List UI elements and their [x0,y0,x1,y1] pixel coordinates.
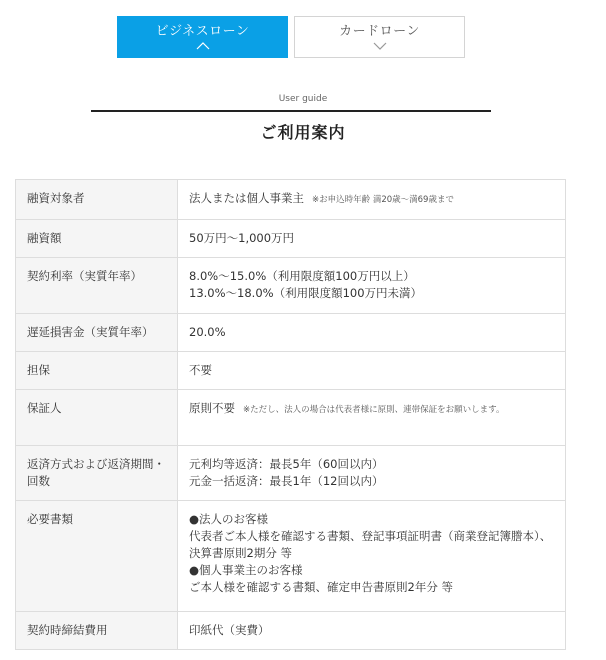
row-value [178,258,566,314]
chevron-down-icon [373,42,387,50]
row-label: 保証人 [16,390,178,446]
tab-business-loan[interactable] [117,16,288,58]
target-value: 法人または個人事業主 [189,191,304,205]
section-divider [91,110,491,112]
row-label: 融資対象者 [16,180,178,220]
docs-corp-heading: ●法人のお客様 [189,512,269,526]
table-row [16,180,566,220]
table-row [16,352,566,390]
usage-info-table [15,179,566,650]
docs-corp-body: 代表者ご本人様を確認する書類、登記事項証明書（商業登記簿謄本）、決算書原則2期分 等 [189,529,552,560]
table-row [16,220,566,258]
section-title: ご利用案内 [260,123,346,142]
docs-individual-body: ご本人様を確認する書類、確定申告書原則2年分 等 [189,580,453,594]
loan-type-tabs [117,16,465,58]
table-row [16,446,566,501]
rate-line-1: 8.0%～15.0%（利用限度額100万円以上） [189,269,415,283]
row-label: 遅延損害金（実質年率） [16,314,178,352]
age-note: ※お申込時年齢 満20歳～満69歳まで [312,195,454,205]
guarantor-note: ※ただし、法人の場合は代表者様に原則、連帯保証をお願いします。 [243,405,505,415]
repayment-line-1: 元利均等返済：最長5年（60回以内） [189,457,384,471]
row-value: 50万円～1,000万円 [178,220,566,258]
table-row [16,501,566,612]
row-label: 返済方式および返済期間・回数 [16,446,178,501]
table-row [16,314,566,352]
tab-card-loan-label: カードローン [339,24,420,39]
row-label: 融資額 [16,220,178,258]
docs-individual-heading: ●個人事業主のお客様 [189,563,303,577]
row-value: 不要 [178,352,566,390]
table-row [16,612,566,650]
row-value: 印紙代（実費） [178,612,566,650]
row-label: 契約時締結費用 [16,612,178,650]
tab-card-loan[interactable] [294,16,465,58]
tab-business-loan-label: ビジネスローン [155,24,250,39]
row-value [178,446,566,501]
rate-line-2: 13.0%～18.0%（利用限度額100万円未満） [189,286,423,300]
row-value [178,390,566,446]
row-label: 契約利率（実質年率） [16,258,178,314]
table-row [16,258,566,314]
row-label: 必要書類 [16,501,178,612]
row-value [178,501,566,612]
repayment-line-2: 元金一括返済：最長1年（12回以内） [189,474,384,488]
guarantor-value: 原則不要 [189,401,235,415]
section-subtitle: User guide [278,94,328,104]
row-value: 20.0% [178,314,566,352]
row-label: 担保 [16,352,178,390]
row-value [178,180,566,220]
chevron-up-icon [196,42,210,50]
table-row [16,390,566,446]
